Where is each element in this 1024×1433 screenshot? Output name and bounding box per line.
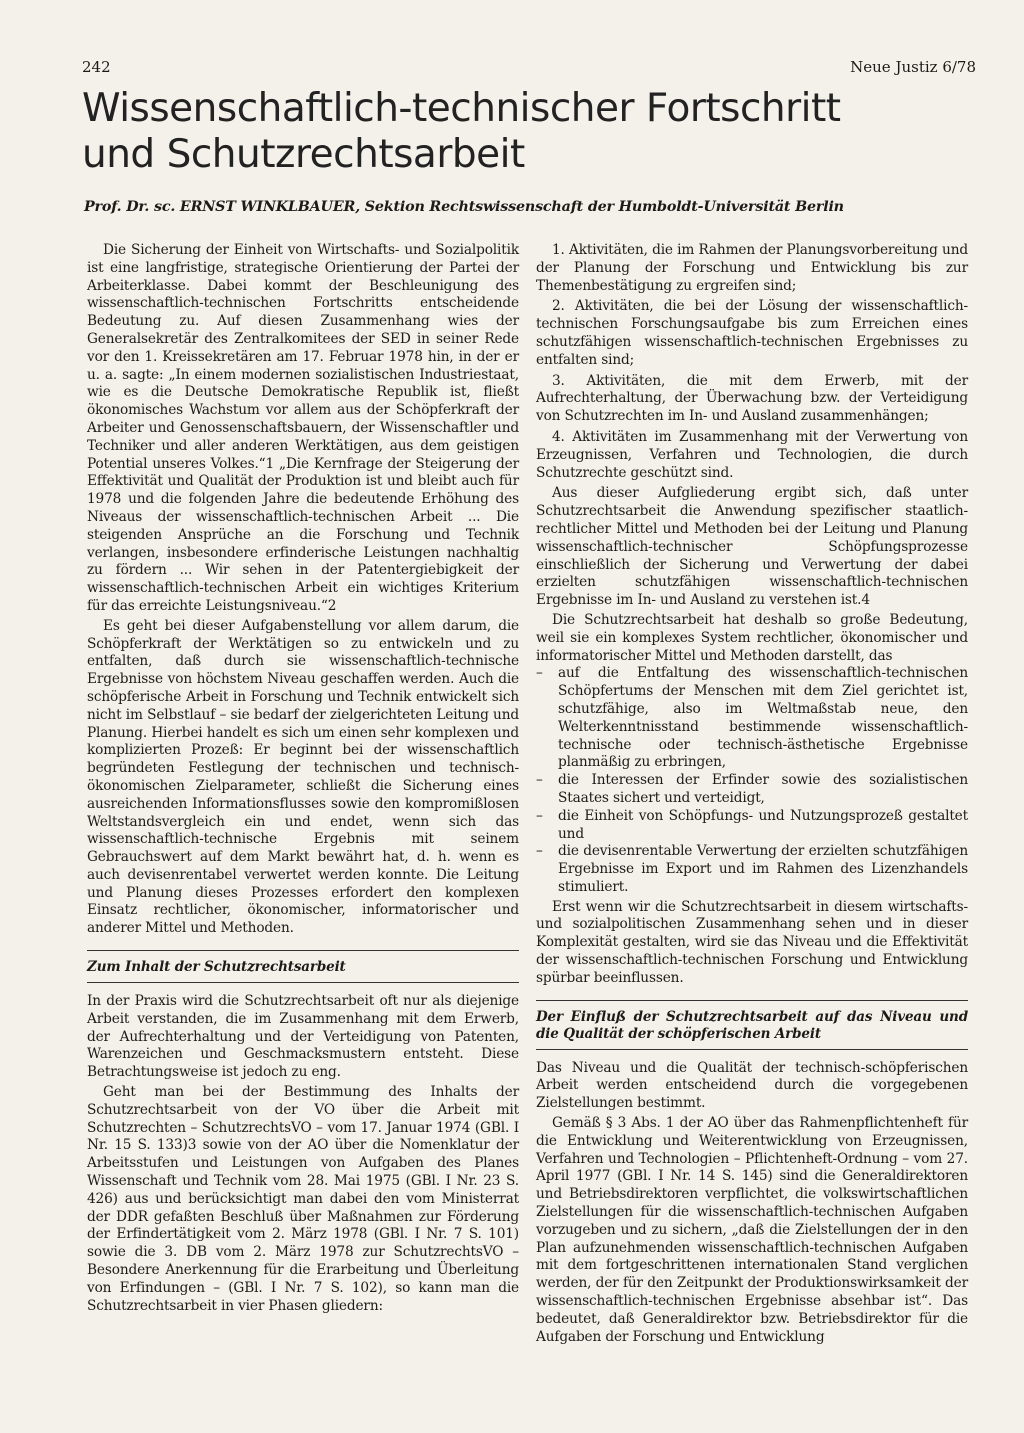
list-item: 3. Aktivitäten, die mit dem Erwerb, mit der Aufrechterhaltung, der Überwachung bzw. der Verteidigung von Schutzrechten im In- und Ausland zusammenhängen; [536, 372, 968, 425]
left-column [87, 242, 519, 1315]
list-item: – die Einheit von Schöpfungs- und Nutzungsprozeß gestaltet und [536, 808, 968, 844]
section-heading: Der Einfluß der Schutzrechtsarbeit auf das Niveau und die Qualität der schöpferischen Arbeit [536, 1000, 968, 1050]
page-number: 242 [82, 58, 111, 76]
phase-list [536, 242, 968, 482]
section-heading: Zum Inhalt der Schutzrechtsarbeit [87, 950, 519, 983]
list-item: 2. Aktivitäten, die bei der Lösung der wissenschaftlich-technischen Forschungsaufgabe bis zum Erreichen eines schutzfähigen wissenschaftlich-technischen Ergebnisses zu entfalten sind; [536, 298, 968, 368]
paragraph: Geht man bei der Bestimmung des Inhalts der Schutzrechtsarbeit von der VO über die Arbeit mit Schutzrechten – SchutzrechtsVO – vom 17. Januar 1974 (GBl. I Nr. 15 S. 133)3 sowie von der AO über die Nomenklatur der Arbeitsstufen und Leistungen von Aufgaben des Planes Wissenschaft und Technik vom 28. Mai 1975 (GBl. I Nr. 23 S. 426) aus und berücksichtigt man dabei den vom Ministerrat der DDR gefaßten Beschluß über Maßnahmen zur Förderung der Erfindertätigkeit vom 2. März 1978 (GBl. I Nr. 7 S. 101) sowie die 3. DB vom 2. März 1978 zur SchutzrechtsVO – Besondere Anerkennung für die Erarbeitung und Überleitung von Erfindungen – (GBl. I Nr. 7 S. 102), so kann man die Schutzrechtsarbeit in vier Phasen gliedern: [87, 1084, 519, 1314]
article-title-line-2: und Schutzrechtsarbeit [82, 132, 525, 177]
paragraph: Die Schutzrechtsarbeit hat deshalb so große Bedeutung, weil sie ein komplexes System rechtlicher, ökonomischer und informatorischer Mittel und Methoden darstellt, das [536, 611, 968, 664]
paragraph: Erst wenn wir die Schutzrechtsarbeit in diesem wirtschafts- und sozialpolitischen Zusammenhang sehen und in dieser Komplexität gestalten, wird sie das Niveau und die Effektivität der wissenschaftlich-technischen Forschung und Entwicklung spürbar beeinflussen. [536, 898, 968, 986]
author-line: Prof. Dr. sc. ERNST WINKLBAUER, Sektion Rechtswissenschaft der Humboldt-Universität Berlin [84, 199, 844, 215]
paragraph: In der Praxis wird die Schutzrechtsarbeit oft nur als diejenige Arbeit verstanden, die im Zusammenhang mit dem Erwerb, der Aufrechterhaltung und der Verteidigung von Patenten, Warenzeichen und Geschmacksmustern entsteht. Diese Betrachtungsweise ist jedoch zu eng. [87, 993, 519, 1081]
list-item: 4. Aktivitäten im Zusammenhang mit der Verwertung von Erzeugnissen, Verfahren und Technologien, die durch Schutzrechte geschützt sind. [536, 428, 968, 481]
article-title [82, 86, 962, 178]
article-title-line-1: Wissenschaftlich-technischer Fortschritt [82, 86, 841, 131]
right-column [536, 242, 968, 1346]
paragraph: Das Niveau und die Qualität der technisch-schöpferischen Arbeit werden entscheidend durch die vorgegebenen Zielstellungen bestimmt. [536, 1059, 968, 1112]
list-item: 1. Aktivitäten, die im Rahmen der Planungsvorbereitung und der Planung der Forschung und Entwicklung bis zur Themenbestätigung zu ergreifen sind; [536, 242, 968, 294]
journal-issue: Neue Justiz 6/78 [850, 58, 976, 76]
paragraph: Die Sicherung der Einheit von Wirtschafts- und Sozialpolitik ist eine langfristige, strategische Orientierung der Partei der Arbeiterklasse. Dabei kommt der Beschleunigung des wissenschaftlich-technischen Fortschritts entscheidende Bedeutung zu. Auf diesen Zusammenhang wies der Generalsekretär des Zentralkomitees der SED in seiner Rede vor den 1. Kreissekretären am 17. Februar 1978 hin, in der er u. a. sagte: „In einem modernen sozialistischen Industriestaat, wie es die Deutsche Demokratische Republik ist, fließt ökonomisches Wachstum vor allem aus der Schöpferkraft der Arbeiter und Genossenschaftsbauern, der Wissenschaftler und Techniker und aller anderen Werktätigen, aus dem geistigen Potential unseres Volkes.“1 „Die Kernfrage der Steigerung der Effektivität und Qualität der Produktion ist und bleibt auch für 1978 und die folgenden Jahre die bedeutende Erhöhung des Niveaus der wissenschaftlich-technischen Arbeit ... Die steigenden Ansprüche an die Forschung und Technik verlangen, insbesondere erfinderische Leistungen nachhaltig zu fördern ... Wir sehen in der Patentergiebigkeit der wissenschaftlich-technischen Arbeit ein wichtiges Kriterium für das erreichte Leistungsniveau.“2 [87, 242, 519, 614]
list-item: – die devisenrentable Verwertung der erzielten schutzfähigen Ergebnisse im Export und im Rahmen des Lizenzhandels stimuliert. [536, 843, 968, 896]
running-header [82, 58, 976, 78]
paragraph: Es geht bei dieser Aufgabenstellung vor allem darum, die Schöpferkraft der Werktätigen so zu entwickeln und zu entfalten, daß durch sie wissenschaftlich-technische Ergebnisse von höchstem Niveau geschaffen werden. Auch die schöpferische Arbeit in Forschung und Technik entwickelt sich nicht im Selbstlauf – sie bedarf der zielgerichteten Leitung und Planung. Hierbei handelt es sich um einen sehr komplexen und komplizierten Prozeß: Er beginnt bei der wissenschaftlich begründeten Festlegung der technischen und technisch-ökonomischen Zielparameter, schließt die Sicherung eines ausreichenden Informationsflusses sowie den kompromißlosen Weltstandsvergleich ein und endet, wenn sich das wissenschaftlich-technische Ergebnis mit seinem Gebrauchswert auf dem Markt bewährt hat, d. h. wenn es auch devisenrentabel verwertet werden konnte. Die Leitung und Planung dieses Prozesses erfordert den komplexen Einsatz rechtlicher, ökonomischer, informatorischer und anderer Mittel und Methoden. [87, 617, 519, 937]
paragraph: Aus dieser Aufgliederung ergibt sich, daß unter Schutzrechtsarbeit die Anwendung spezifischer staatlich-rechtlicher Mittel und Methoden bei der Leitung und Planung wissenschaftlich-technischer Schöpfungsprozesse einschließlich der Sicherung und Verwertung der dabei erzielten schutzfähigen wissenschaftlich-technischen Ergebnisse im In- und Ausland zu verstehen ist.4 [536, 485, 968, 609]
dash-list [536, 665, 968, 896]
paragraph: Gemäß § 3 Abs. 1 der AO über das Rahmenpflichtenheft für die Entwicklung und Weiterentwicklung von Erzeugnissen, Verfahren und Technologien – Pflichtenheft-Ordnung – vom 27. April 1977 (GBl. I Nr. 14 S. 145) sind die Generaldirektoren und Betriebsdirektoren verpflichtet, die volkswirtschaftlichen Zielstellungen für die wissenschaftlich-technischen Aufgaben vorzugeben und zu sichern, „daß die Zielstellungen der in den Plan aufzunehmenden wissenschaftlich-technischen Aufgaben mit dem fortgeschrittenen internationalen Stand verglichen werden, der für den Zeitpunkt der Produktionswirksamkeit der wissenschaftlich-technischen Ergebnisse absehbar ist“. Das bedeutet, daß Generaldirektor bzw. Betriebsdirektor für die Aufgaben der Forschung und Entwicklung [536, 1115, 968, 1345]
list-item: – auf die Entfaltung des wissenschaftlich-technischen Schöpfertums der Menschen mit dem Ziel gerichtet ist, schutzfähige, also im Weltmaßstab neue, den Welterkenntnisstand bestimmende wissenschaftlich-technische oder technisch-ästhetische Ergebnisse planmäßig zu erbringen, [536, 665, 968, 772]
list-item: – die Interessen der Erfinder sowie des sozialistischen Staates sichert und verteidigt, [536, 772, 968, 808]
